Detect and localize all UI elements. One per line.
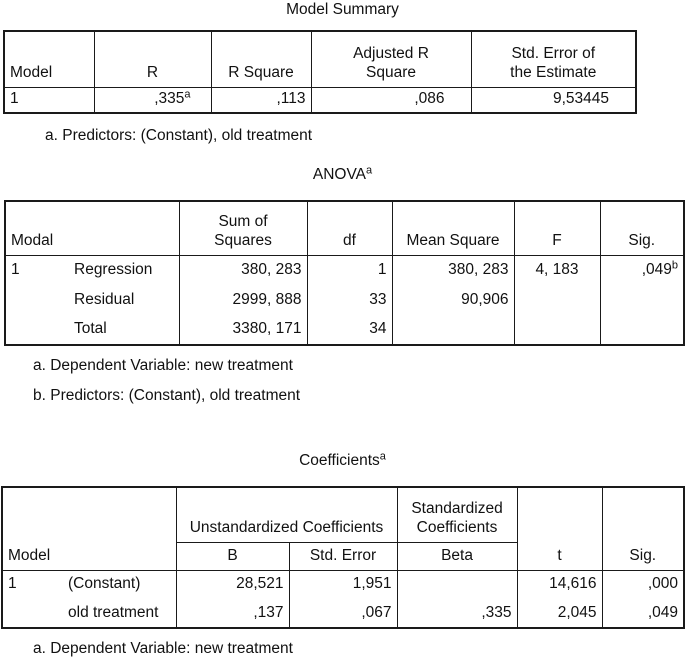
std-error-cell: ,067 (289, 599, 397, 628)
column-header-df: df (307, 201, 392, 255)
anova-title: ANOVA$^a$ (312, 164, 373, 183)
model-cell: 1 (4, 87, 94, 113)
table-row (5, 285, 684, 315)
sig-cell: ,049$^b$ (600, 255, 684, 285)
model-cell (2, 599, 60, 628)
sig-cell: ,049 (602, 599, 684, 628)
table-row (2, 599, 684, 628)
column-header-adjusted-r-square: Adjusted R Square (311, 31, 471, 87)
footnote-marker: a (379, 450, 386, 463)
anova-footnote-a: a. Dependent Variable: new treatment (33, 357, 293, 374)
column-header-sum-of-squares: Sum of Squares (179, 201, 307, 255)
f-cell (514, 315, 600, 345)
footnote-marker: a (366, 164, 373, 177)
column-header-r-square: R Square (211, 31, 311, 87)
column-header-f: F (514, 201, 600, 255)
model-summary-table (3, 30, 637, 114)
column-header-std-error: Std. Error of the Estimate (471, 31, 636, 87)
sum-of-squares-cell: 3380, 171 (179, 315, 307, 345)
table-row (2, 570, 684, 599)
column-header-t: t (517, 487, 602, 570)
table-row (5, 255, 684, 285)
row-label: Regression (69, 255, 179, 285)
column-header-sig: Sig. (600, 201, 684, 255)
column-header-model: Modal (5, 201, 179, 255)
coefficients-footnote: a. Dependent Variable: new treatment (33, 640, 293, 657)
row-label: old treatment (60, 599, 176, 628)
column-header-std-error: Std. Error (289, 542, 397, 570)
model-cell: 1 (5, 255, 69, 285)
table-header-row (2, 487, 684, 542)
model-summary-title: Model Summary (286, 1, 399, 18)
row-label: Residual (69, 285, 179, 315)
b-cell: ,137 (176, 599, 289, 628)
sum-of-squares-cell: 380, 283 (179, 255, 307, 285)
coefficients-title: Coefficients$^a$ (299, 450, 386, 469)
std-error-cell: 9,53445 (471, 87, 636, 113)
b-cell: 28,521 (176, 570, 289, 599)
r-cell: ,335$^a$ (94, 87, 211, 113)
column-header-sig: Sig. (602, 487, 684, 570)
column-header-beta: Beta (397, 542, 517, 570)
footnote-marker: b (671, 259, 678, 272)
column-header-r: R (94, 31, 211, 87)
row-label: (Constant) (60, 570, 176, 599)
anova-table (4, 200, 685, 346)
row-label: Total (69, 315, 179, 345)
column-header-mean-square: Mean Square (392, 201, 514, 255)
coefficients-table (1, 486, 685, 629)
sig-cell (600, 315, 684, 345)
table-header-row (4, 31, 636, 87)
column-header-standardized: Standardized Coefficients (397, 487, 517, 542)
beta-cell: ,335 (397, 599, 517, 628)
anova-footnote-b: b. Predictors: (Constant), old treatment (33, 387, 301, 404)
footnote-marker: a (184, 88, 191, 101)
column-header-model: Model (4, 31, 94, 87)
t-cell: 2,045 (517, 599, 602, 628)
mean-square-cell (392, 315, 514, 345)
column-header-b: B (176, 542, 289, 570)
table-header-row (5, 201, 684, 255)
column-header-unstandardized: Unstandardized Coefficients (176, 487, 397, 542)
model-cell (5, 315, 69, 345)
beta-cell (397, 570, 517, 599)
summary-footnote: a. Predictors: (Constant), old treatment (45, 127, 313, 144)
df-cell: 1 (307, 255, 392, 285)
f-cell (514, 285, 600, 315)
model-cell: 1 (2, 570, 60, 599)
df-cell: 34 (307, 315, 392, 345)
sig-cell (600, 285, 684, 315)
sum-of-squares-cell: 2999, 888 (179, 285, 307, 315)
adjusted-r-square-cell: ,086 (311, 87, 471, 113)
mean-square-cell: 380, 283 (392, 255, 514, 285)
f-cell: 4, 183 (514, 255, 600, 285)
table-row (5, 315, 684, 345)
column-header-model: Model (2, 487, 176, 570)
df-cell: 33 (307, 285, 392, 315)
sig-cell: ,000 (602, 570, 684, 599)
model-cell (5, 285, 69, 315)
mean-square-cell: 90,906 (392, 285, 514, 315)
std-error-cell: 1,951 (289, 570, 397, 599)
t-cell: 14,616 (517, 570, 602, 599)
table-row (4, 87, 636, 113)
r-square-cell: ,113 (211, 87, 311, 113)
